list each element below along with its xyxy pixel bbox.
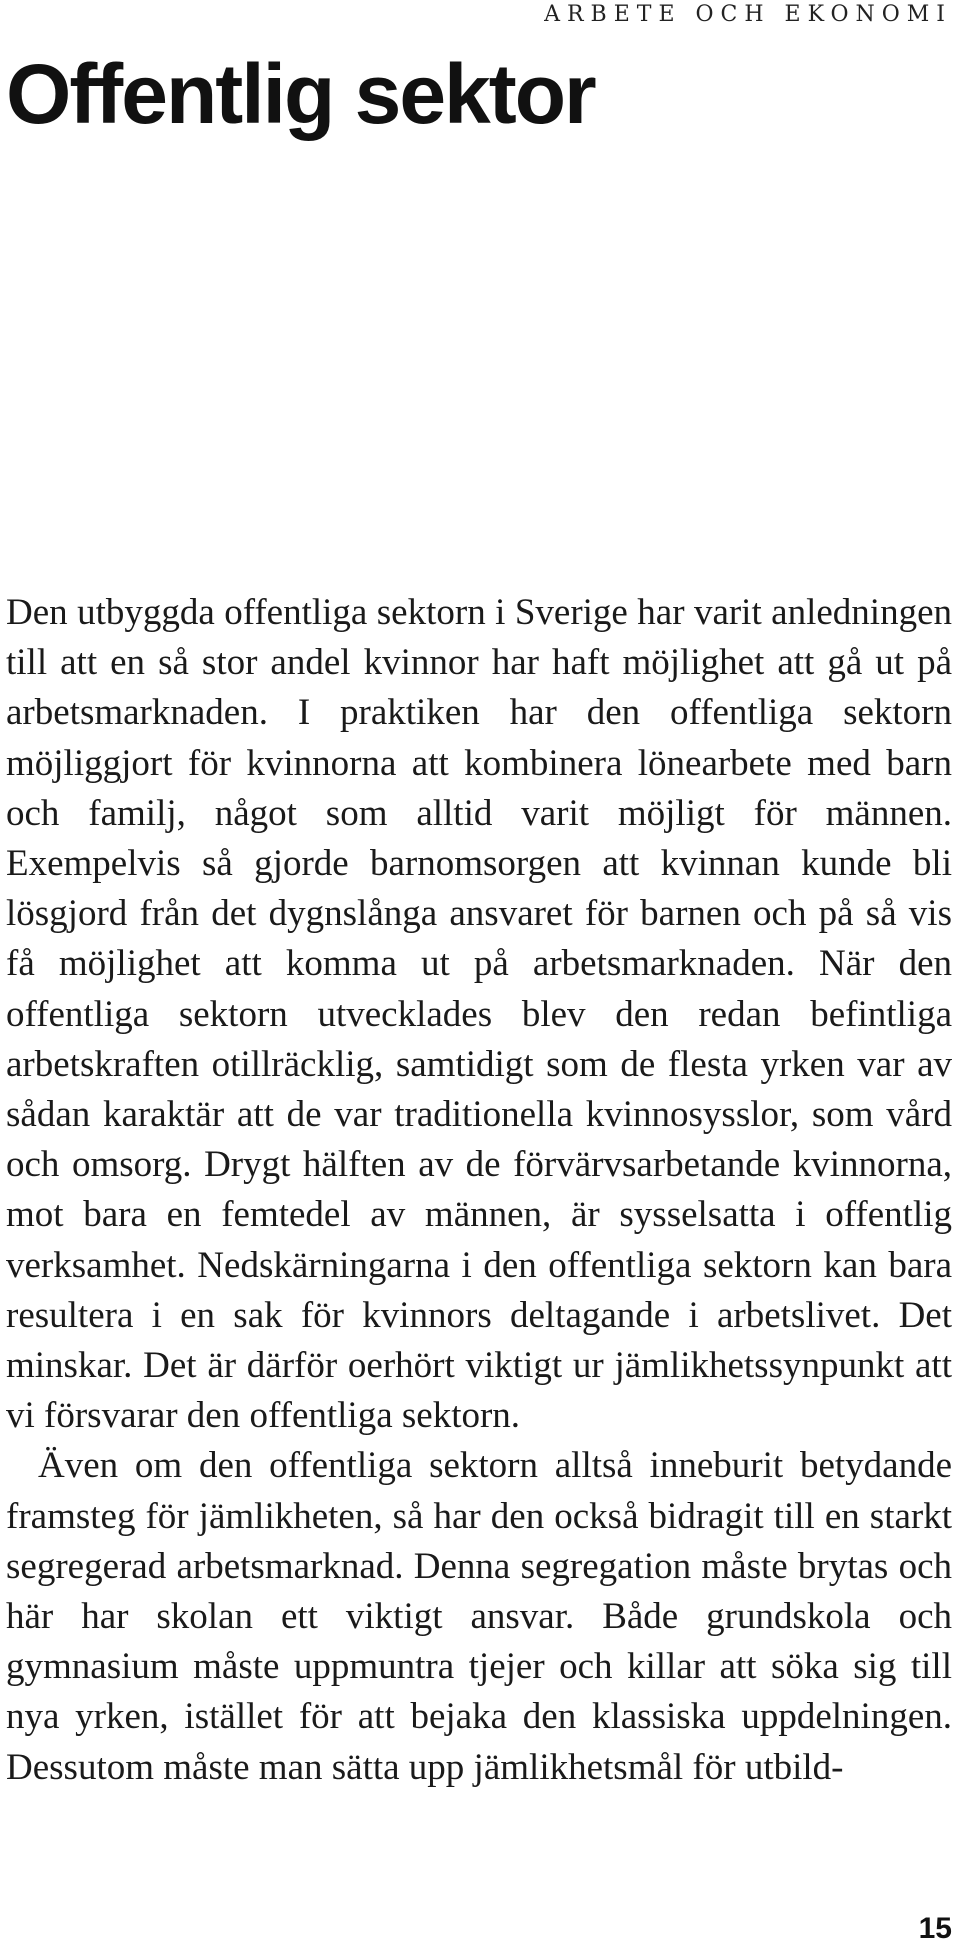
article-body [6, 588, 952, 1793]
section-label: ARBETE OCH EKONOMI [544, 2, 952, 27]
page-title: Offentlig sektor [6, 47, 595, 141]
paragraph: Den utbyggda offentliga sektorn i Sverige har varit anledningen till att en så stor andel kvinnor har haft möjlighet att gå ut på arbetsmarknaden. I praktiken har den offentliga sektorn möjliggjort för kvinnorna att kombinera lönearbete med barn och familj, något som alltid varit möjligt för männen. Exempelvis så gjorde barnomsorgen att kvinnan kunde bli lösgjord från det dygnslånga ansvaret för barnen och på så vis få möjlighet att komma ut på arbetsmarknaden. När den offentliga sektorn utvecklades blev den redan befintliga arbetskraften otillräcklig, samtidigt som de flesta yrken var av sådan karaktär att de var traditionella kvinnosysslor, som vård och omsorg. Drygt hälften av de förvärvsarbetande kvinnorna, mot bara en femtedel av männen, är sysselsatta i offentlig verksamhet. Nedskärningarna i den offentliga sektorn kan bara resultera i en sak för kvinnors deltagande i arbetslivet. Det minskar. Det är därför oerhört viktigt ur jämlikhetssynpunkt att vi försvarar den offentliga sektorn. [6, 592, 952, 1437]
paragraph: Även om den offentliga sektorn alltså inneburit betydande framsteg för jämlikheten, så har den också bidragit till en starkt segregerad arbetsmarknad. Denna segregation måste brytas och här har skolan ett viktigt ansvar. Både grundskola och gymnasium måste uppmuntra tjejer och killar att söka sig till nya yrken, istället för att bejaka den klassiska uppdelningen. Dessutom måste man sätta upp jämlikhetsmål för utbild- [6, 1445, 952, 1788]
page-number: 15 [918, 1912, 952, 1945]
